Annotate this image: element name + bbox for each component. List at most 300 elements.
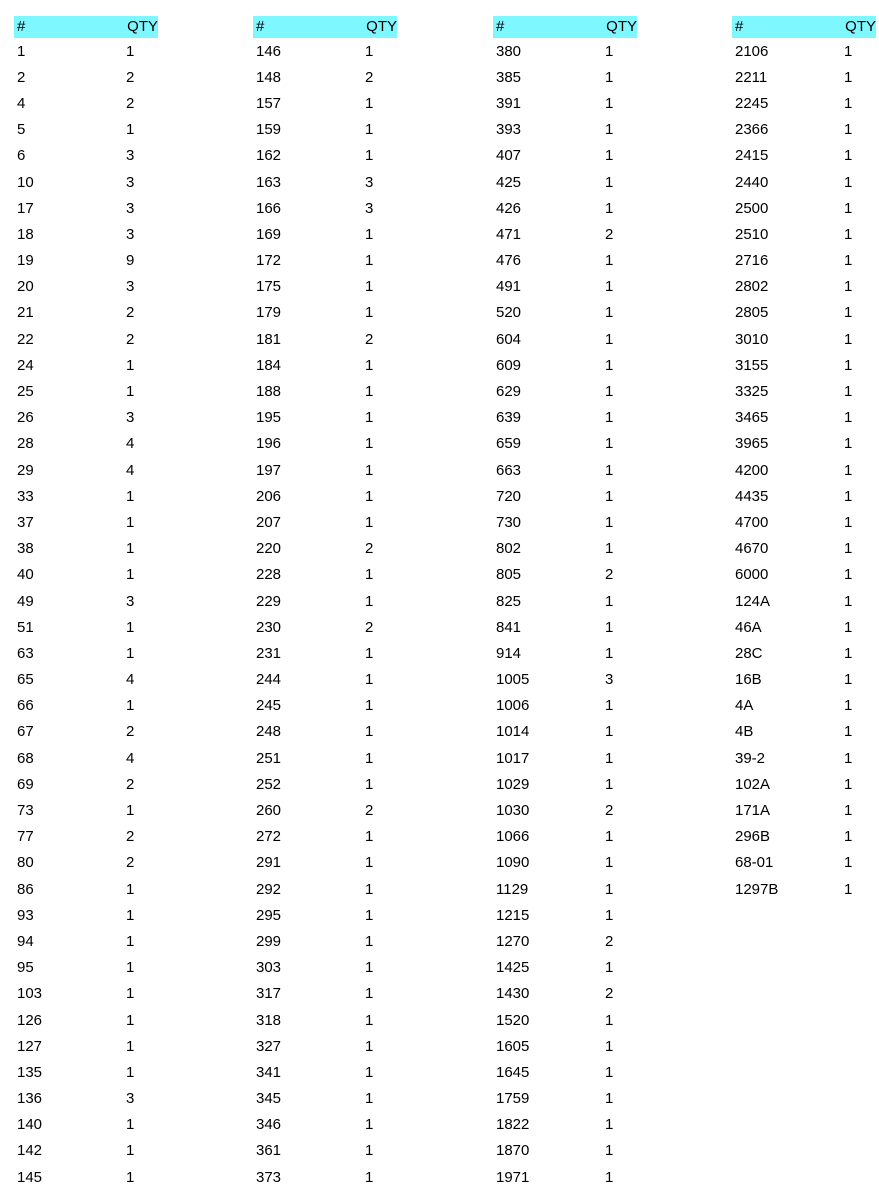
item-number: 80 (17, 854, 34, 872)
item-number: 22 (17, 330, 34, 348)
table-row (253, 824, 397, 850)
item-qty: 1 (844, 723, 853, 741)
item-number: 380 (496, 42, 522, 60)
item-qty: 1 (844, 749, 853, 767)
item-number: 68 (17, 749, 34, 767)
item-number: 1425 (496, 959, 530, 977)
table-row (732, 64, 876, 90)
item-number: 93 (17, 906, 34, 924)
item-number: 18 (17, 225, 34, 243)
item-qty: 1 (365, 356, 374, 374)
item-qty: 1 (844, 697, 853, 715)
item-qty: 1 (605, 828, 614, 846)
table-row (253, 248, 397, 274)
item-number: 317 (256, 985, 282, 1003)
item-qty: 1 (605, 618, 614, 636)
table-row (732, 876, 876, 902)
item-qty: 1 (605, 697, 614, 715)
item-qty: 3 (365, 173, 374, 191)
item-number: 327 (256, 1037, 282, 1055)
item-qty: 1 (365, 304, 374, 322)
item-number: 299 (256, 932, 282, 950)
item-qty: 2 (126, 775, 135, 793)
item-number: 1017 (496, 749, 530, 767)
table-row (253, 850, 397, 876)
table-row (493, 431, 637, 457)
table-row (493, 640, 637, 666)
item-qty: 1 (844, 592, 853, 610)
table-row (732, 562, 876, 588)
table-row (493, 352, 637, 378)
item-qty: 1 (126, 959, 135, 977)
item-qty: 1 (365, 1090, 374, 1108)
item-qty: 1 (126, 880, 135, 898)
item-qty: 2 (605, 802, 614, 820)
table-header (14, 16, 158, 38)
item-qty: 1 (365, 1011, 374, 1029)
item-number: 1870 (496, 1142, 530, 1160)
item-qty: 1 (605, 854, 614, 872)
item-qty: 1 (605, 278, 614, 296)
item-qty: 2 (365, 330, 374, 348)
item-qty: 1 (844, 566, 853, 584)
item-number: 4670 (735, 540, 769, 558)
item-number: 197 (256, 461, 282, 479)
table-row (493, 509, 637, 535)
table-row (253, 1138, 397, 1164)
item-number: 841 (496, 618, 522, 636)
table-row (732, 457, 876, 483)
item-number: 914 (496, 644, 522, 662)
item-number: 1645 (496, 1063, 530, 1081)
table-row (14, 588, 158, 614)
item-number: 25 (17, 383, 34, 401)
item-qty: 1 (605, 304, 614, 322)
table-row (14, 667, 158, 693)
item-qty: 1 (844, 671, 853, 689)
item-qty: 1 (605, 356, 614, 374)
table-row (732, 117, 876, 143)
item-number: 1 (17, 42, 26, 60)
header-qty: QTY (126, 16, 158, 38)
table-row (253, 326, 397, 352)
item-number: 346 (256, 1116, 282, 1134)
item-number: 172 (256, 252, 282, 270)
item-number: 373 (256, 1168, 282, 1186)
table-row (253, 1059, 397, 1085)
item-number: 69 (17, 775, 34, 793)
table-row (253, 955, 397, 981)
item-number: 171A (735, 802, 771, 820)
item-qty: 3 (126, 1090, 135, 1108)
item-qty: 1 (365, 906, 374, 924)
item-number: 248 (256, 723, 282, 741)
table-row (732, 352, 876, 378)
item-number: 1971 (496, 1168, 530, 1186)
item-number: 2 (17, 68, 26, 86)
table-row (732, 850, 876, 876)
item-qty: 1 (605, 461, 614, 479)
table-row (14, 562, 158, 588)
item-qty: 1 (365, 94, 374, 112)
table-row (14, 1164, 158, 1190)
item-qty: 1 (605, 409, 614, 427)
item-number: 2802 (735, 278, 769, 296)
item-qty: 2 (126, 68, 135, 86)
table-row (253, 221, 397, 247)
item-number: 385 (496, 68, 522, 86)
table-row (493, 143, 637, 169)
table-row (732, 824, 876, 850)
item-qty: 1 (126, 1037, 135, 1055)
table-row (253, 640, 397, 666)
table-row (493, 248, 637, 274)
item-qty: 1 (844, 775, 853, 793)
item-qty: 1 (365, 461, 374, 479)
item-qty: 1 (605, 749, 614, 767)
item-qty: 1 (605, 906, 614, 924)
table-row (493, 274, 637, 300)
item-number: 28C (735, 644, 763, 662)
table-row (493, 771, 637, 797)
table-row (493, 667, 637, 693)
item-number: 291 (256, 854, 282, 872)
item-qty: 2 (365, 618, 374, 636)
item-qty: 3 (126, 225, 135, 243)
table-row (14, 457, 158, 483)
table-row (493, 1086, 637, 1112)
item-qty: 2 (126, 828, 135, 846)
item-number: 3010 (735, 330, 769, 348)
item-qty: 1 (605, 1063, 614, 1081)
table-row (253, 405, 397, 431)
item-qty: 1 (126, 1142, 135, 1160)
item-qty: 1 (126, 42, 135, 60)
item-qty: 1 (605, 1090, 614, 1108)
table-row (14, 1059, 158, 1085)
item-number: 220 (256, 540, 282, 558)
item-number: 37 (17, 513, 34, 531)
item-number: 39-2 (735, 749, 766, 767)
item-number: 2366 (735, 121, 769, 139)
table-row (493, 1033, 637, 1059)
table-row (493, 902, 637, 928)
table-row (14, 90, 158, 116)
table-row (253, 195, 397, 221)
table-row (14, 143, 158, 169)
table-row (732, 169, 876, 195)
item-qty: 1 (126, 540, 135, 558)
item-number: 4435 (735, 487, 769, 505)
table-row (253, 169, 397, 195)
item-qty: 2 (605, 225, 614, 243)
table-row (253, 457, 397, 483)
item-number: 2510 (735, 225, 769, 243)
table-row (493, 1164, 637, 1190)
item-qty: 2 (365, 68, 374, 86)
item-number: 426 (496, 199, 522, 217)
table-row (14, 719, 158, 745)
item-number: 231 (256, 644, 282, 662)
table-row (253, 378, 397, 404)
item-number: 730 (496, 513, 522, 531)
item-number: 3325 (735, 383, 769, 401)
item-qty: 1 (605, 330, 614, 348)
item-qty: 1 (365, 435, 374, 453)
item-number: 1759 (496, 1090, 530, 1108)
table-row (493, 300, 637, 326)
item-number: 157 (256, 94, 282, 112)
item-number: 1430 (496, 985, 530, 1003)
item-qty: 1 (365, 225, 374, 243)
table-row (253, 562, 397, 588)
table-row (253, 1007, 397, 1033)
header-number: # (14, 16, 126, 38)
item-qty: 1 (844, 304, 853, 322)
header-qty: QTY (844, 16, 876, 38)
item-number: 16B (735, 671, 762, 689)
item-number: 1129 (496, 880, 529, 898)
table-row (493, 614, 637, 640)
item-qty: 1 (365, 1168, 374, 1186)
table-row (732, 195, 876, 221)
table-row (14, 745, 158, 771)
item-number: 19 (17, 252, 34, 270)
table-row (732, 248, 876, 274)
item-number: 2415 (735, 147, 769, 165)
item-qty: 1 (605, 1168, 614, 1186)
table-row (253, 117, 397, 143)
table-row (253, 274, 397, 300)
table-row (732, 614, 876, 640)
item-qty: 1 (365, 1116, 374, 1134)
item-qty: 1 (844, 461, 853, 479)
table-row (493, 562, 637, 588)
item-qty: 1 (844, 618, 853, 636)
table-row (14, 1007, 158, 1033)
item-number: 124A (735, 592, 771, 610)
table-row (14, 431, 158, 457)
table-row (493, 195, 637, 221)
item-number: 1297B (735, 880, 779, 898)
table-row (14, 850, 158, 876)
item-qty: 2 (365, 540, 374, 558)
table-row (14, 483, 158, 509)
item-number: 94 (17, 932, 34, 950)
table-row (493, 850, 637, 876)
table-row (14, 614, 158, 640)
table-row (493, 117, 637, 143)
table-row (253, 719, 397, 745)
table-row (493, 824, 637, 850)
item-number: 425 (496, 173, 522, 191)
item-qty: 1 (365, 278, 374, 296)
item-qty: 1 (605, 435, 614, 453)
item-number: 260 (256, 802, 282, 820)
table-row (732, 431, 876, 457)
item-qty: 1 (126, 1011, 135, 1029)
table-row (14, 405, 158, 431)
table-row (493, 588, 637, 614)
table-row (253, 483, 397, 509)
table-row (493, 1138, 637, 1164)
item-number: 341 (256, 1063, 282, 1081)
item-qty: 3 (126, 278, 135, 296)
item-number: 6 (17, 147, 26, 165)
table-row (14, 1033, 158, 1059)
item-qty: 1 (844, 199, 853, 217)
item-number: 663 (496, 461, 522, 479)
table-row (493, 378, 637, 404)
item-number: 272 (256, 828, 282, 846)
item-number: 1030 (496, 802, 530, 820)
item-qty: 1 (605, 94, 614, 112)
item-qty: 1 (844, 330, 853, 348)
item-number: 4 (17, 94, 26, 112)
item-qty: 1 (844, 121, 853, 139)
table-row (14, 955, 158, 981)
item-qty: 1 (126, 566, 135, 584)
table-row (493, 64, 637, 90)
table-row (253, 90, 397, 116)
item-qty: 1 (605, 644, 614, 662)
table-row (14, 1138, 158, 1164)
table-row (253, 876, 397, 902)
item-number: 21 (17, 304, 34, 322)
item-qty: 2 (605, 566, 614, 584)
table-row (493, 1059, 637, 1085)
item-qty: 1 (126, 802, 135, 820)
item-number: 26 (17, 409, 34, 427)
item-qty: 1 (844, 487, 853, 505)
item-qty: 1 (365, 42, 374, 60)
item-number: 66 (17, 697, 34, 715)
item-qty: 4 (126, 435, 135, 453)
item-number: 1520 (496, 1011, 530, 1029)
item-qty: 1 (365, 592, 374, 610)
item-number: 135 (17, 1063, 43, 1081)
item-number: 6000 (735, 566, 769, 584)
item-qty: 3 (365, 199, 374, 217)
table-row (253, 38, 397, 64)
item-number: 1006 (496, 697, 530, 715)
item-qty: 9 (126, 252, 135, 270)
table-row (493, 797, 637, 823)
table-row (253, 928, 397, 954)
item-number: 471 (496, 225, 522, 243)
item-qty: 1 (605, 775, 614, 793)
qty-table-column-4 (732, 16, 876, 902)
item-qty: 4 (126, 671, 135, 689)
item-number: 230 (256, 618, 282, 636)
item-number: 720 (496, 487, 522, 505)
header-number: # (253, 16, 365, 38)
item-qty: 3 (126, 592, 135, 610)
item-qty: 1 (365, 513, 374, 531)
item-number: 17 (17, 199, 34, 217)
item-number: 2440 (735, 173, 769, 191)
table-row (493, 981, 637, 1007)
table-row (493, 1112, 637, 1138)
item-qty: 1 (126, 1116, 135, 1134)
item-number: 2245 (735, 94, 769, 112)
table-row (732, 405, 876, 431)
item-number: 145 (17, 1168, 43, 1186)
table-row (253, 64, 397, 90)
item-qty: 1 (605, 252, 614, 270)
item-qty: 1 (844, 383, 853, 401)
item-number: 491 (496, 278, 522, 296)
item-number: 295 (256, 906, 282, 924)
table-row (732, 38, 876, 64)
header-number: # (493, 16, 605, 38)
table-row (732, 693, 876, 719)
table-row (14, 693, 158, 719)
table-row (253, 693, 397, 719)
table-row (14, 274, 158, 300)
table-row (14, 38, 158, 64)
table-row (14, 928, 158, 954)
table-row (253, 352, 397, 378)
item-qty: 1 (844, 68, 853, 86)
table-row (253, 509, 397, 535)
item-qty: 1 (365, 985, 374, 1003)
item-number: 86 (17, 880, 34, 898)
header-number: # (732, 16, 844, 38)
item-qty: 1 (365, 1037, 374, 1055)
table-row (253, 300, 397, 326)
table-row (253, 797, 397, 823)
item-qty: 1 (605, 592, 614, 610)
table-row (253, 614, 397, 640)
item-qty: 1 (844, 513, 853, 531)
item-qty: 1 (365, 147, 374, 165)
table-row (14, 824, 158, 850)
item-qty: 1 (126, 985, 135, 1003)
table-row (493, 536, 637, 562)
item-qty: 3 (605, 671, 614, 689)
item-qty: 1 (605, 199, 614, 217)
table-row (253, 667, 397, 693)
item-number: 28 (17, 435, 34, 453)
table-row (14, 195, 158, 221)
table-row (14, 1086, 158, 1112)
table-row (14, 378, 158, 404)
table-row (732, 143, 876, 169)
item-number: 51 (17, 618, 34, 636)
item-qty: 1 (844, 94, 853, 112)
table-row (14, 248, 158, 274)
table-row (732, 797, 876, 823)
header-qty: QTY (365, 16, 397, 38)
item-number: 639 (496, 409, 522, 427)
item-qty: 1 (605, 513, 614, 531)
table-row (732, 667, 876, 693)
table-row (493, 693, 637, 719)
item-qty: 1 (844, 435, 853, 453)
item-qty: 1 (605, 880, 614, 898)
item-qty: 1 (126, 121, 135, 139)
item-qty: 2 (605, 985, 614, 1003)
item-number: 196 (256, 435, 282, 453)
item-number: 361 (256, 1142, 282, 1160)
table-row (493, 405, 637, 431)
item-number: 802 (496, 540, 522, 558)
item-number: 136 (17, 1090, 43, 1108)
item-qty: 1 (605, 723, 614, 741)
table-row (493, 169, 637, 195)
item-number: 29 (17, 461, 34, 479)
